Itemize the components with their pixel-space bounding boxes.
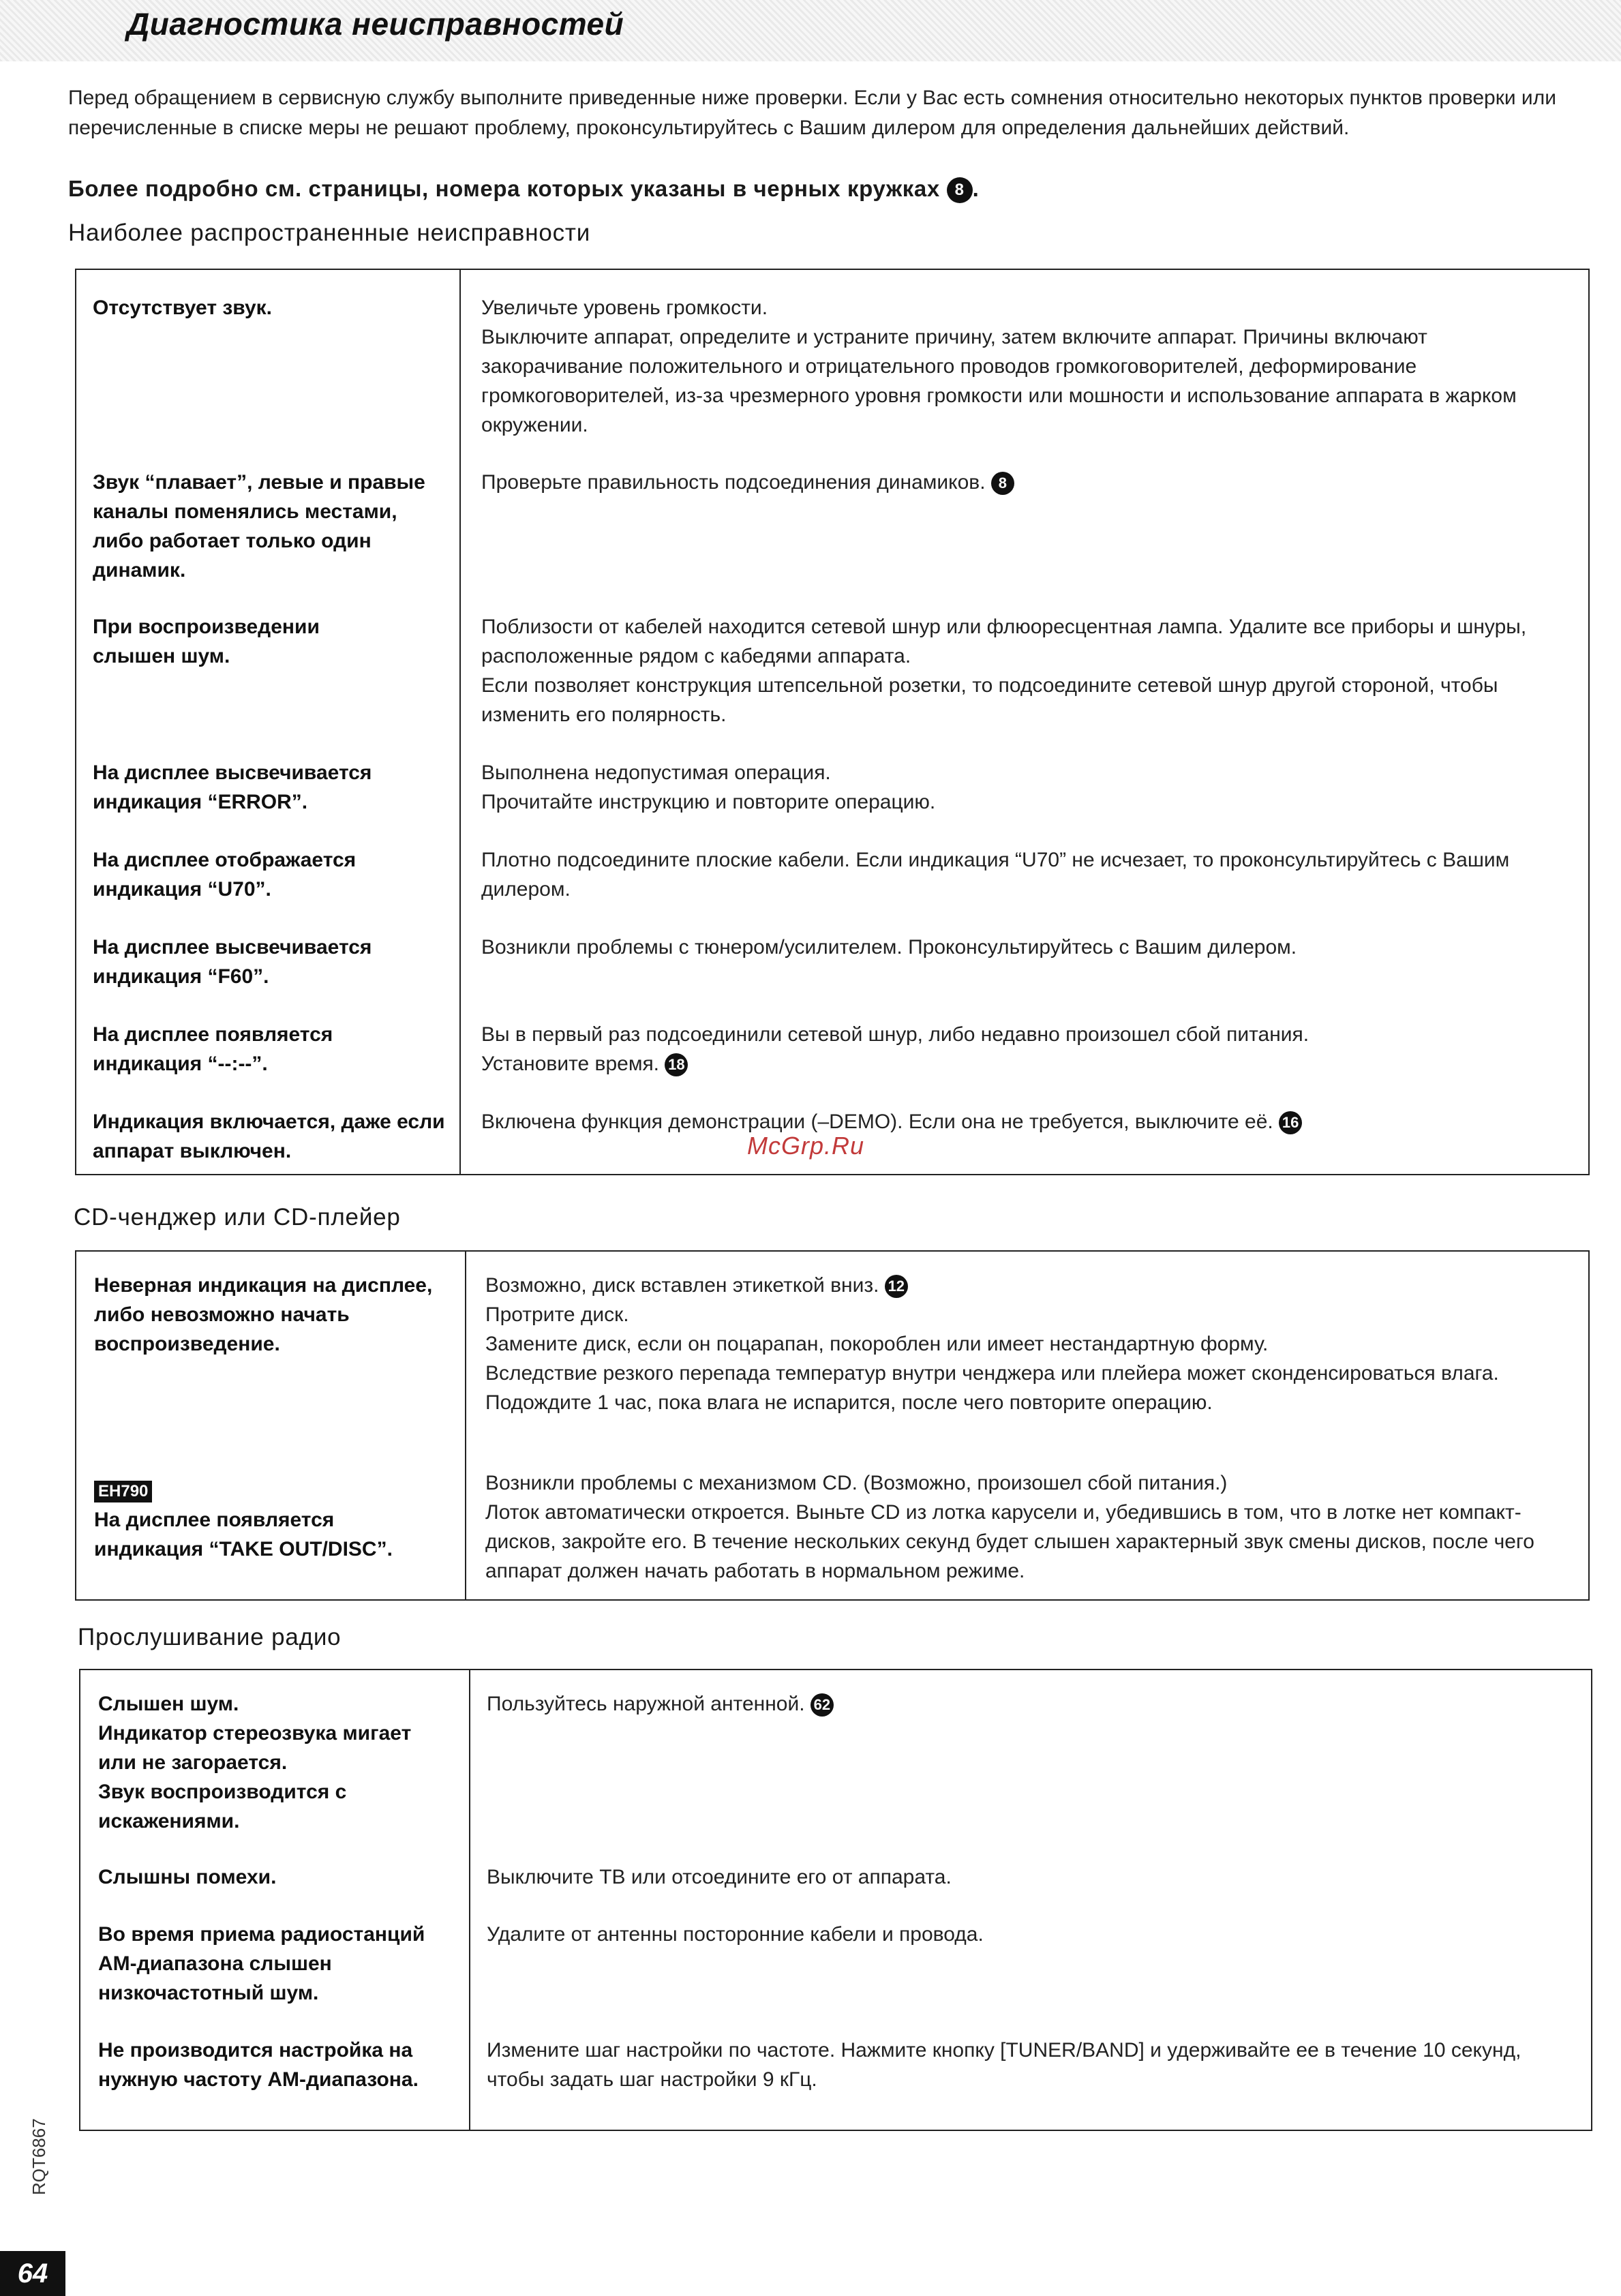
column-divider (469, 1670, 470, 2130)
symptom-cell: Отсутствует звук. (93, 297, 272, 319)
remedy-cell (487, 1689, 1577, 1719)
remedy-cell: Плотно подсоедините плоские кабели. Если индикация “U70” не исчезает, то проконсультируйтесь с Вашим дилером. (481, 849, 1510, 901)
remedy-cell (485, 1271, 1576, 1417)
more-info-note: Более подробно см. страницы, номера которых указаны в черных кружках 8 . (68, 176, 979, 203)
remedy-cell (481, 468, 1572, 497)
symptom-cell: На дисплее высвечивается индикация “F60”. (93, 936, 372, 988)
remedy-cell: Измените шаг настройки по частоте. Нажмите кнопку [TUNER/BAND] и удерживайте ее в течение 10 секунд, чтобы задать шаг настройки 9 кГц. (487, 2039, 1521, 2091)
remedy-text: Протрите диск. Замените диск, если он поцарапан, покороблен или имеет нестандартную форму. Вследствие резкого перепада температур внутри ченджера или плейера может сконденсироваться влага. Подождите 1 час, пока влага не испарится, после чего повторите операцию. (485, 1303, 1499, 1414)
remedy-cell (481, 1020, 1572, 1078)
page-ref-badge: 18 (665, 1053, 688, 1076)
page-number: 64 (0, 2251, 65, 2296)
more-info-text: Более подробно см. страницы, номера которых указаны в черных кружках (68, 176, 940, 201)
remedy-cell: Возникли проблемы с механизмом CD. (Возможно, произошел сбой питания.) Лоток автоматически откроется. Выньте CD из лотка карусели и, убедившись в том, что в лотке нет компакт-дисков, закройте его. В течение нескольких секунд будет слышен характерный звук смены дисков, после чего аппарат должен начать работать в нормальном режиме. (485, 1472, 1534, 1582)
section-heading-cd: CD-ченджер или CD-плейер (74, 1204, 401, 1230)
symptom-cell: Звук “плавает”, левые и правые каналы поменялись местами, либо работает только один динамик. (93, 471, 425, 581)
symptom-cell: Не производится настройка на нужную частоту АМ-диапазона. (98, 2039, 419, 2091)
page-title: Диагностика неисправностей (127, 6, 624, 42)
symptom-cell: При воспроизведении слышен шум. (93, 616, 320, 667)
remedy-text: Пользуйтесь наружной антенной. (487, 1693, 805, 1715)
symptom-cell: На дисплее отображается индикация “U70”. (93, 849, 357, 901)
symptom-cell: Неверная индикация на дисплее, либо невозможно начать воспроизведение. (94, 1274, 433, 1355)
remedy-cell: Удалите от антенны посторонние кабели и провода. (487, 1923, 984, 1946)
remedy-cell: Поблизости от кабелей находится сетевой шнур или флюоресцентная лампа. Удалите все приборы и шнуры, расположенные рядом с кабедями аппарата. Если позволяет конструкция штепсельной розетки, то подсоедините сетевой шнур другой стороной, чтобы изменить его полярность. (481, 616, 1527, 726)
page-ref-badge: 8 (991, 472, 1014, 495)
cd-issues-table (75, 1250, 1590, 1601)
remedy-cell (481, 1107, 1572, 1136)
column-divider (459, 270, 461, 1174)
model-tag: EH790 (94, 1481, 152, 1502)
remedy-text: Проверьте правильность подсоединения динамиков. (481, 471, 986, 494)
section-heading-common: Наиболее распространенные неисправности (68, 220, 591, 246)
remedy-text-first: Возможно, диск вставлен этикеткой вниз. (485, 1274, 879, 1297)
remedy-text: Вы в первый раз подсоединили сетевой шнур, либо недавно произошел сбой питания. Установите время. (481, 1023, 1309, 1075)
document-code: RQT6867 (29, 2118, 49, 2195)
symptom-cell: На дисплее высвечивается индикация “ERROR”. (93, 761, 372, 813)
symptom-cell: Слышны помехи. (98, 1866, 277, 1888)
remedy-cell: Возникли проблемы с тюнером/усилителем. Проконсультируйтесь с Вашим дилером. (481, 936, 1297, 958)
watermark: McGrp.Ru (747, 1132, 865, 1160)
symptom-text: На дисплее появляется индикация “TAKE OUT/DISC”. (94, 1509, 393, 1560)
radio-issues-table (79, 1669, 1592, 2131)
remedy-cell: Увеличьте уровень громкости. Выключите аппарат, определите и устраните причину, затем включите аппарат. Причины включают закорачивание положительного и отрицательного проводов громкоговорителей, деформирование громкоговорителей, из-за чрезмерного уровня громкости или мошности и использование аппарата в жарком окружении. (481, 297, 1517, 436)
intro-paragraph: Перед обращением в сервисную службу выполните приведенные ниже проверки. Если у Вас есть сомнения относительно некоторых пунктов проверки или перечисленные в списке меры не решают проблему, проконсультируйтесь с Вашим дилером для определения дальнейших действий. (68, 87, 1556, 139)
remedy-cell: Выполнена недопустимая операция. Прочитайте инструкцию и повторите операцию. (481, 761, 936, 813)
symptom-cell: Слышен шум. Индикатор стереозвука мигает или не загорается. Звук воспроизводится с искажениями. (98, 1693, 412, 1832)
remedy-cell: Выключите ТВ или отсоедините его от аппарата. (487, 1866, 952, 1888)
symptom-cell (94, 1475, 449, 1564)
column-divider (465, 1252, 466, 1599)
remedy-text: Включена функция демонстрации (–DEMO). Если она не требуется, выключите её. (481, 1111, 1273, 1133)
common-issues-table (75, 269, 1590, 1175)
symptom-cell: Во время приема радиостанций АМ-диапазона слышен низкочастотный шум. (98, 1923, 425, 2004)
page-ref-badge: 16 (1279, 1111, 1302, 1134)
symptom-cell: Индикация включается, даже если аппарат выключен. (93, 1111, 445, 1162)
symptom-cell: На дисплее появляется индикация “--:--”. (93, 1023, 333, 1075)
page-ref-badge: 62 (810, 1693, 834, 1717)
section-heading-radio: Прослушивание радио (78, 1624, 342, 1650)
page-ref-badge: 8 (947, 177, 973, 203)
page-ref-badge: 12 (885, 1275, 908, 1298)
